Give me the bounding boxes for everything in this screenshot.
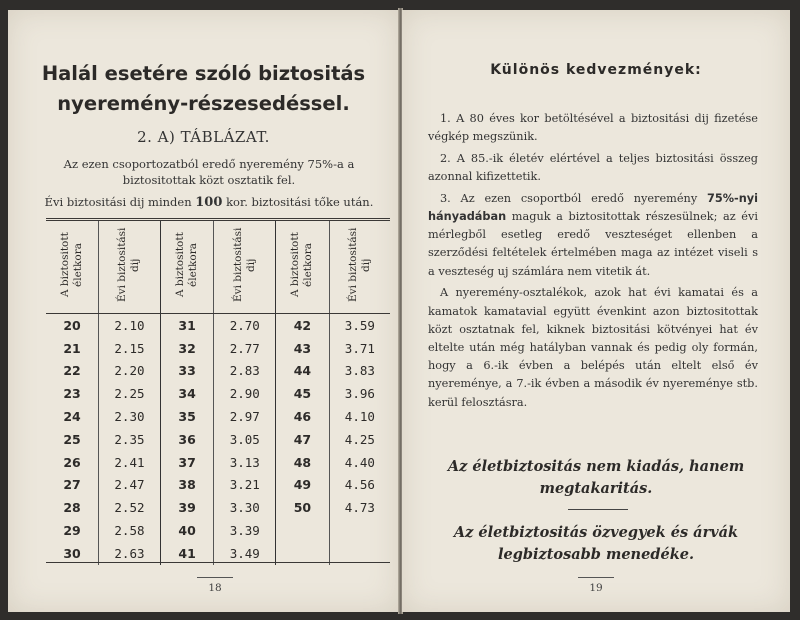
header-fee-2: Évi biztositási dij: [214, 220, 276, 314]
age-cell: 24: [63, 409, 81, 425]
age-cell: 29: [63, 523, 81, 539]
age-cell: 44: [276, 360, 330, 383]
table-row: [46, 496, 390, 519]
age-cell: 43: [276, 337, 330, 360]
fee-basis-amount: 100: [195, 195, 223, 210]
age-cell: 31: [160, 314, 214, 337]
age-cell: 28: [63, 500, 81, 516]
benefits-text: [428, 110, 758, 415]
fee-basis-note: [44, 194, 374, 211]
page-number-rule: [197, 577, 233, 578]
table-row: [46, 428, 390, 451]
fee-cell: 4.25: [329, 428, 390, 451]
fee-cell: 4.40: [329, 451, 390, 474]
page-number-left: 18: [208, 582, 222, 594]
fee-cell: 2.90: [214, 382, 276, 405]
rate-table-header: [46, 220, 390, 314]
fee-basis-note-end: kor. biztositási tőke után.: [226, 195, 374, 209]
fee-cell: 2.77: [214, 337, 276, 360]
age-cell: 50: [276, 496, 330, 519]
age-cell: 42: [276, 314, 330, 337]
age-cell: 33: [160, 360, 214, 383]
age-cell: 36: [160, 428, 214, 451]
motto-separator: [568, 509, 628, 510]
fee-cell: 2.63: [99, 542, 161, 565]
age-cell: 22: [63, 363, 81, 379]
motto-savings: Az életbiztositás nem kiadás, hanem megtakaritás.: [447, 458, 745, 497]
age-cell: 46: [276, 405, 330, 428]
fee-cell: 2.97: [214, 405, 276, 428]
fee-cell: 2.52: [99, 496, 161, 519]
fee-cell: 3.30: [214, 496, 276, 519]
age-cell: 25: [63, 431, 81, 447]
header-fee-3: Évi biztositási dij: [329, 220, 390, 314]
header-fee-1: Évi biztositási dij: [99, 220, 161, 314]
age-cell: 21: [63, 340, 81, 356]
fee-cell: 2.10: [99, 314, 161, 337]
page-number-right: 19: [589, 582, 603, 594]
fee-cell: 3.59: [329, 314, 390, 337]
profit-share-percent: 75%-nyi hányadában: [428, 191, 758, 224]
fee-cell: 2.41: [99, 451, 161, 474]
age-cell: 37: [160, 451, 214, 474]
fee-cell: 2.70: [214, 314, 276, 337]
premium-rate-table: [46, 218, 390, 565]
age-cell: 34: [160, 382, 214, 405]
fee-cell: 2.25: [99, 382, 161, 405]
profit-share-note: Az ezen csoportozatból eredő nyeremény 75%-a a biztositottak közt osztatik fel.: [63, 157, 355, 187]
age-cell: 27: [63, 477, 81, 493]
table-row: [46, 337, 390, 360]
table-bottom-rule: [46, 562, 390, 563]
age-cell: 40: [160, 519, 214, 542]
fee-cell: 2.47: [99, 474, 161, 497]
fee-cell: 2.35: [99, 428, 161, 451]
fee-cell: 2.58: [99, 519, 161, 542]
fee-cell: 3.13: [214, 451, 276, 474]
age-cell: 41: [160, 542, 214, 565]
left-page: [8, 10, 399, 612]
fee-cell: 3.05: [214, 428, 276, 451]
table-row: [46, 405, 390, 428]
motto-widows-orphans: Az életbiztositás özvegyek és árvák legbiztosabb menedéke.: [453, 524, 739, 563]
header-age-2: A biztositott életkora: [160, 220, 214, 314]
fee-cell: 3.21: [214, 474, 276, 497]
age-cell: 35: [160, 405, 214, 428]
age-cell: 30: [63, 545, 81, 561]
fee-cell: 3.39: [214, 519, 276, 542]
age-cell: 45: [276, 382, 330, 405]
age-cell: 38: [160, 474, 214, 497]
header-age-1: A biztositott életkora: [46, 220, 99, 314]
fee-cell: 4.73: [329, 496, 390, 519]
header-age-3: A biztositott életkora: [276, 220, 330, 314]
age-cell: 49: [276, 474, 330, 497]
fee-basis-note-start: Évi biztositási dij minden: [44, 195, 192, 209]
fee-cell: 2.83: [214, 360, 276, 383]
age-cell: 23: [63, 386, 81, 402]
age-cell: 26: [63, 454, 81, 470]
right-page: [402, 10, 790, 612]
table-title-line1: Halál esetére szóló biztositás: [41, 62, 366, 85]
benefit-paragraph-3: 3. Az ezen csoportból eredő nyeremény 75%-nyi hányadában maguk a biztositottak részesülnek; az évi mérlegből esetleg eredő veszteséget ellenben a szerződési feltételek értelmében maga az intézet viseli s a veszteség uj számlára nem vitetik át.: [428, 191, 758, 278]
benefits-title: Különös kedvezmények:: [490, 62, 702, 78]
fee-cell: 4.56: [329, 474, 390, 497]
table-subtitle: 2. A) TÁBLÁZAT.: [137, 128, 270, 146]
age-cell: [276, 519, 330, 542]
age-cell: 20: [63, 317, 81, 333]
table-row: [46, 382, 390, 405]
fee-cell: 2.15: [99, 337, 161, 360]
table-title-line2: nyeremény-részesedéssel.: [57, 92, 350, 115]
fee-cell: 3.49: [214, 542, 276, 565]
table-row: [46, 451, 390, 474]
table-row: [46, 474, 390, 497]
fee-cell: 4.10: [329, 405, 390, 428]
benefit-paragraph-2: 2. A 85.-ik életév elértével a teljes biztositási összeg azonnal kifizettetik.: [428, 151, 758, 184]
age-cell: 47: [276, 428, 330, 451]
table-row: [46, 314, 390, 337]
age-cell: 39: [160, 496, 214, 519]
fee-cell: [329, 519, 390, 542]
fee-cell: 3.83: [329, 360, 390, 383]
table-row: [46, 360, 390, 383]
benefit-paragraph-1: 1. A 80 éves kor betöltésével a biztositási dij fizetése végkép megszünik.: [428, 112, 758, 144]
fee-cell: 3.71: [329, 337, 390, 360]
fee-cell: 3.96: [329, 382, 390, 405]
age-cell: 32: [160, 337, 214, 360]
age-cell: 48: [276, 451, 330, 474]
page-number-rule: [578, 577, 614, 578]
fee-cell: 2.30: [99, 405, 161, 428]
table-row: [46, 519, 390, 542]
fee-cell: 2.20: [99, 360, 161, 383]
dividend-paragraph: A nyeremény-osztalékok, azok hat évi kamatai és a kamatok kamatavial együtt évenkint azon biztositottak közt osztatnak fel, kiknek biztositási kötvényei hat év eltelte után még hatályban vannak és pedig oly formán, hogy a 6.-ik évben a belépés után eltelt első év nyereménye, a 7.-ik évben a második év nyereménye stb. kerül felosztásra.: [428, 286, 758, 409]
rate-table-body: [46, 314, 390, 565]
